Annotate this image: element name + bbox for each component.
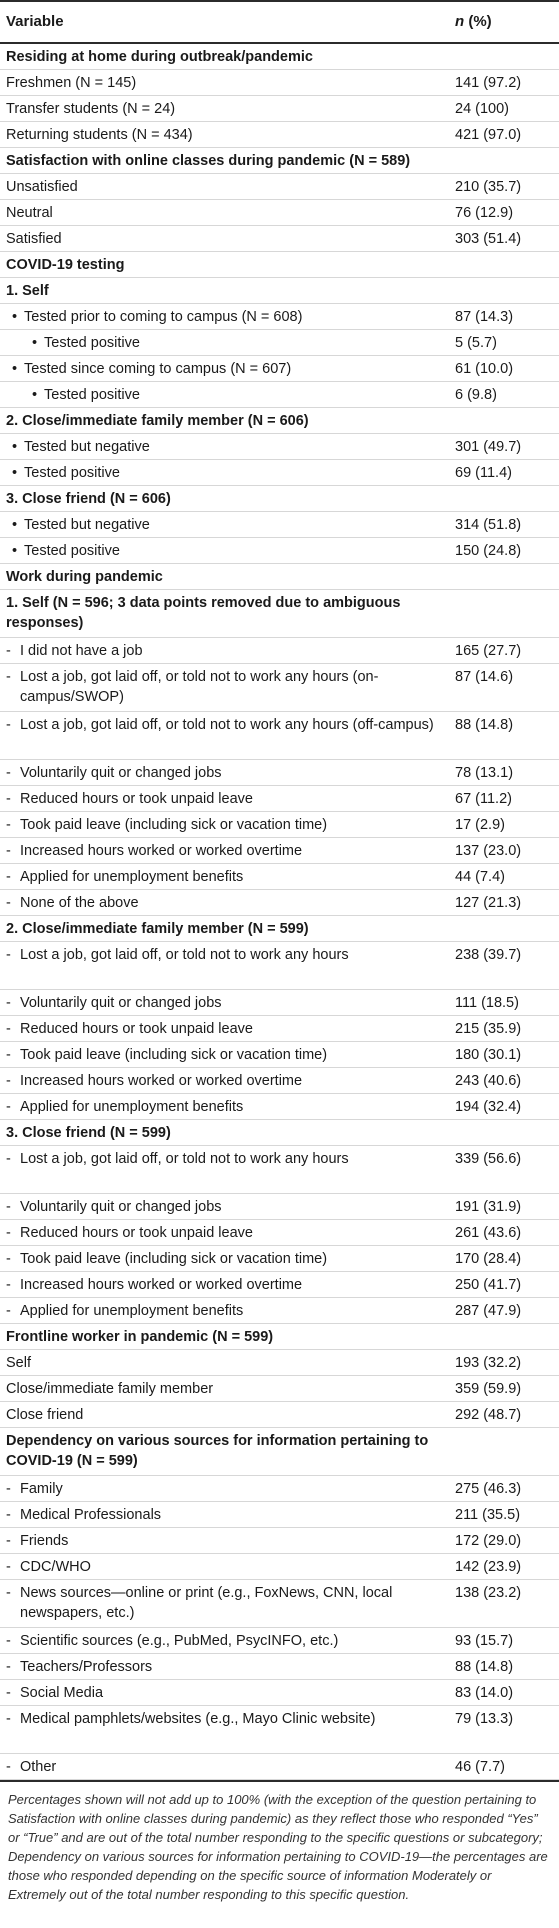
row-label-bulleted: • Tested positive	[6, 333, 451, 353]
row-value: 127 (21.3)	[455, 895, 522, 911]
row-label-dashed	[6, 1097, 451, 1117]
section-heading: Frontline worker in pandemic (N = 599)	[6, 1329, 274, 1345]
row-label-bulleted: • Tested positive	[6, 541, 451, 561]
row-label-dashed	[6, 1557, 451, 1577]
row-label-text: Lost a job, got laid off, or told not to work any hours (on-campus/SWOP)	[20, 669, 379, 705]
row-value: 165 (27.7)	[455, 643, 522, 659]
table-row	[0, 1272, 559, 1298]
row-value: 339 (56.6)	[455, 1151, 522, 1167]
dash-marker: -	[6, 995, 11, 1011]
row-label: Self	[6, 1355, 31, 1371]
row-label-dashed	[6, 1631, 451, 1651]
row-value: 111 (18.5)	[455, 995, 519, 1011]
row-label-dashed	[6, 841, 451, 861]
table-row	[0, 1324, 559, 1350]
column-header-percent: (%)	[468, 13, 492, 30]
table-row	[0, 1220, 559, 1246]
row-label-text: Other	[20, 1759, 57, 1775]
table-row	[0, 460, 559, 486]
row-label-text: Friends	[20, 1533, 69, 1549]
dash-marker: -	[6, 1481, 11, 1497]
row-value: 172 (29.0)	[455, 1533, 522, 1549]
dash-marker: -	[6, 843, 11, 859]
dash-marker: -	[6, 1533, 11, 1549]
table-row	[0, 890, 559, 916]
table-row	[0, 1120, 559, 1146]
table-row	[0, 1502, 559, 1528]
row-value: 303 (51.4)	[455, 231, 522, 247]
table-row	[0, 486, 559, 512]
dash-marker: -	[6, 1251, 11, 1267]
table-row	[0, 1554, 559, 1580]
row-value: 275 (46.3)	[455, 1481, 522, 1497]
table-footnote: Percentages shown will not add up to 100% (with the exception of the question pertaining to Satisfaction with online classes during pandemic) as they reflect those who responded “Yes” or “True” and are out of the total number responding to the specific questions or subcategory; Dependency on various sources for information pertaining to COVID-19—the percentages are those who responded depending on the specific source of information Moderately or Extremely out of the total number responding to this specific question.	[0, 1780, 559, 1904]
table-row	[0, 226, 559, 252]
dash-marker: -	[6, 1021, 11, 1037]
row-value: 69 (11.4)	[455, 465, 512, 481]
table-row	[0, 1476, 559, 1502]
table-row	[0, 864, 559, 890]
row-label-text: Voluntarily quit or changed jobs	[20, 995, 222, 1011]
dash-marker: -	[6, 791, 11, 807]
row-label-dashed	[6, 1149, 451, 1169]
row-label-text: Took paid leave (including sick or vacation time)	[20, 817, 328, 833]
table-row	[0, 1402, 559, 1428]
table-row	[0, 1654, 559, 1680]
row-label: Close friend	[6, 1407, 84, 1423]
row-value: 292 (48.7)	[455, 1407, 522, 1423]
table-row	[0, 712, 559, 760]
table-row	[0, 1246, 559, 1272]
row-label-dashed	[6, 763, 451, 783]
dash-marker: -	[6, 1099, 11, 1115]
row-label-text: Applied for unemployment benefits	[20, 869, 244, 885]
row-label-bulleted: • Tested but negative	[6, 515, 451, 535]
table-row	[0, 1428, 559, 1476]
row-value: 211 (35.5)	[455, 1507, 521, 1523]
dash-marker: -	[6, 947, 11, 963]
dash-marker: -	[6, 1303, 11, 1319]
row-label-dashed	[6, 641, 451, 661]
table-row	[0, 538, 559, 564]
dash-marker: -	[6, 643, 11, 659]
row-label: Unsatisfied	[6, 179, 78, 195]
row-label: Satisfied	[6, 231, 62, 247]
table-row	[0, 664, 559, 712]
row-label-text: Increased hours worked or worked overtime	[20, 843, 303, 859]
section-heading: Work during pandemic	[6, 569, 163, 585]
row-value: 191 (31.9)	[455, 1199, 522, 1215]
row-label-text: I did not have a job	[20, 643, 143, 659]
table-body	[0, 44, 559, 1780]
table-row	[0, 916, 559, 942]
dash-marker: -	[6, 1073, 11, 1089]
row-label-dashed	[6, 715, 451, 735]
row-label-bulleted: • Tested prior to coming to campus (N = 608)	[6, 307, 451, 327]
row-label-dashed	[6, 1275, 451, 1295]
table-row	[0, 1298, 559, 1324]
row-label-dashed	[6, 1505, 451, 1525]
table-row	[0, 838, 559, 864]
row-label-text: Family	[20, 1481, 63, 1497]
dash-marker: -	[6, 895, 11, 911]
row-value: 78 (13.1)	[455, 765, 514, 781]
row-label-dashed	[6, 1249, 451, 1269]
row-label-dashed	[6, 993, 451, 1013]
row-label-text: CDC/WHO	[20, 1559, 91, 1575]
section-heading: 2. Close/immediate family member (N = 599)	[6, 921, 309, 937]
dash-marker: -	[6, 765, 11, 781]
table-row	[0, 1350, 559, 1376]
row-value: 210 (35.7)	[455, 179, 522, 195]
row-value: 67 (11.2)	[455, 791, 512, 807]
row-value: 314 (51.8)	[455, 517, 522, 533]
row-value: 193 (32.2)	[455, 1355, 522, 1371]
row-label-dashed	[6, 867, 451, 887]
table-row	[0, 760, 559, 786]
table-row	[0, 1042, 559, 1068]
row-label-bulleted: • Tested positive	[6, 385, 451, 405]
column-header-n: n	[455, 13, 465, 30]
section-heading: Satisfaction with online classes during pandemic (N = 589)	[6, 153, 411, 169]
dash-marker: -	[6, 1685, 11, 1701]
dash-marker: -	[6, 1585, 11, 1601]
dash-marker: -	[6, 1225, 11, 1241]
row-value: 359 (59.9)	[455, 1381, 522, 1397]
table-row	[0, 278, 559, 304]
dash-marker: -	[6, 1151, 11, 1167]
column-header-variable: Variable	[6, 13, 64, 30]
row-label-dashed	[6, 1019, 451, 1039]
dash-marker: -	[6, 1633, 11, 1649]
row-value: 88 (14.8)	[455, 1659, 514, 1675]
table-row	[0, 408, 559, 434]
table-row	[0, 356, 559, 382]
row-label-text: Applied for unemployment benefits	[20, 1099, 244, 1115]
row-label-dashed	[6, 1197, 451, 1217]
table-row	[0, 512, 559, 538]
row-value: 142 (23.9)	[455, 1559, 522, 1575]
row-value: 138 (23.2)	[455, 1585, 522, 1601]
row-value: 46 (7.7)	[455, 1759, 505, 1775]
dash-marker: -	[6, 1711, 11, 1727]
section-heading: 1. Self	[6, 283, 49, 299]
row-label-dashed	[6, 1683, 451, 1703]
table-row	[0, 1528, 559, 1554]
row-label-text: Medical pamphlets/websites (e.g., Mayo Clinic website)	[20, 1711, 376, 1727]
table-row	[0, 1194, 559, 1220]
row-value: 261 (43.6)	[455, 1225, 522, 1241]
table-row	[0, 122, 559, 148]
row-value: 88 (14.8)	[455, 717, 514, 733]
row-value: 243 (40.6)	[455, 1073, 522, 1089]
section-heading: 2. Close/immediate family member (N = 606)	[6, 413, 309, 429]
table-row	[0, 1706, 559, 1754]
row-value: 83 (14.0)	[455, 1685, 514, 1701]
row-value: 170 (28.4)	[455, 1251, 522, 1267]
row-label-dashed	[6, 789, 451, 809]
table-row	[0, 70, 559, 96]
row-label-text: Took paid leave (including sick or vacation time)	[20, 1251, 328, 1267]
row-label-bulleted: • Tested positive	[6, 463, 451, 483]
table-row	[0, 304, 559, 330]
row-value: 180 (30.1)	[455, 1047, 522, 1063]
table-row	[0, 382, 559, 408]
row-label-text: Lost a job, got laid off, or told not to work any hours	[20, 1151, 349, 1167]
row-value: 87 (14.6)	[455, 669, 514, 685]
row-value: 93 (15.7)	[455, 1633, 514, 1649]
row-label-text: Voluntarily quit or changed jobs	[20, 1199, 222, 1215]
dash-marker: -	[6, 1659, 11, 1675]
row-label-dashed	[6, 1583, 451, 1623]
dash-marker: -	[6, 1199, 11, 1215]
row-value: 238 (39.7)	[455, 947, 522, 963]
row-value: 44 (7.4)	[455, 869, 505, 885]
dash-marker: -	[6, 1759, 11, 1775]
row-label-dashed	[6, 1757, 451, 1777]
table-row	[0, 1580, 559, 1628]
dash-marker: -	[6, 669, 11, 685]
table-row	[0, 564, 559, 590]
row-label-dashed	[6, 1071, 451, 1091]
table-row	[0, 990, 559, 1016]
row-value: 5 (5.7)	[455, 335, 497, 351]
row-value: 301 (49.7)	[455, 439, 522, 455]
table-row	[0, 1016, 559, 1042]
table-row	[0, 1376, 559, 1402]
table-row	[0, 590, 559, 638]
row-label-dashed	[6, 1709, 451, 1729]
dash-marker: -	[6, 1559, 11, 1575]
table-row	[0, 1094, 559, 1120]
dash-marker: -	[6, 1507, 11, 1523]
dash-marker: -	[6, 1047, 11, 1063]
section-heading: 1. Self (N = 596; 3 data points removed due to ambiguous responses)	[6, 595, 401, 631]
row-label-text: Reduced hours or took unpaid leave	[20, 791, 253, 807]
table-row	[0, 786, 559, 812]
row-value: 24 (100)	[455, 101, 510, 117]
row-label-text: Medical Professionals	[20, 1507, 162, 1523]
row-label-text: Took paid leave (including sick or vacation time)	[20, 1047, 328, 1063]
row-label-dashed	[6, 1223, 451, 1243]
table-row	[0, 942, 559, 990]
row-value: 61 (10.0)	[455, 361, 514, 377]
row-value: 150 (24.8)	[455, 543, 522, 559]
row-label-text: Lost a job, got laid off, or told not to work any hours	[20, 947, 349, 963]
table-row	[0, 1628, 559, 1654]
row-value: 76 (12.9)	[455, 205, 514, 221]
row-label-bulleted: • Tested since coming to campus (N = 607)	[6, 359, 451, 379]
row-label: Transfer students (N = 24)	[6, 101, 176, 117]
row-value: 287 (47.9)	[455, 1303, 522, 1319]
row-label-text: Voluntarily quit or changed jobs	[20, 765, 222, 781]
row-label-dashed	[6, 815, 451, 835]
row-value: 137 (23.0)	[455, 843, 522, 859]
row-label-text: Reduced hours or took unpaid leave	[20, 1021, 253, 1037]
row-label-text: Increased hours worked or worked overtime	[20, 1073, 303, 1089]
column-header-n-percent	[451, 12, 553, 32]
row-value: 194 (32.4)	[455, 1099, 522, 1115]
dash-marker: -	[6, 817, 11, 833]
section-heading: Residing at home during outbreak/pandemic	[6, 49, 313, 65]
row-label-bulleted: • Tested but negative	[6, 437, 451, 457]
table-row	[0, 1146, 559, 1194]
row-value: 79 (13.3)	[455, 1711, 514, 1727]
row-label-text: Scientific sources (e.g., PubMed, PsycINFO, etc.)	[20, 1633, 339, 1649]
row-label-text: None of the above	[20, 895, 139, 911]
row-label: Returning students (N = 434)	[6, 127, 193, 143]
table-row	[0, 1754, 559, 1780]
row-label-text: News sources—online or print (e.g., FoxNews, CNN, local newspapers, etc.)	[20, 1585, 393, 1621]
table-row	[0, 638, 559, 664]
row-value: 6 (9.8)	[455, 387, 497, 403]
row-label: Freshmen (N = 145)	[6, 75, 137, 91]
table-row	[0, 434, 559, 460]
table-row	[0, 44, 559, 70]
row-label-dashed	[6, 893, 451, 913]
row-label-text: Social Media	[20, 1685, 104, 1701]
row-label-dashed	[6, 945, 451, 965]
dash-marker: -	[6, 717, 11, 733]
row-label-text: Teachers/Professors	[20, 1659, 153, 1675]
table-row	[0, 174, 559, 200]
section-heading: COVID-19 testing	[6, 257, 125, 273]
row-value: 250 (41.7)	[455, 1277, 522, 1293]
table-header	[0, 0, 559, 44]
table-row	[0, 148, 559, 174]
row-value: 87 (14.3)	[455, 309, 514, 325]
row-value: 421 (97.0)	[455, 127, 522, 143]
row-label-dashed	[6, 1479, 451, 1499]
row-label-dashed	[6, 1531, 451, 1551]
row-label-text: Applied for unemployment benefits	[20, 1303, 244, 1319]
table-row	[0, 1680, 559, 1706]
table-row	[0, 96, 559, 122]
row-label-text: Lost a job, got laid off, or told not to work any hours (off-campus)	[20, 717, 434, 733]
row-value: 215 (35.9)	[455, 1021, 522, 1037]
row-label: Close/immediate family member	[6, 1381, 214, 1397]
row-label-text: Reduced hours or took unpaid leave	[20, 1225, 253, 1241]
table-row	[0, 252, 559, 278]
row-label-dashed	[6, 667, 451, 707]
section-heading: 3. Close friend (N = 599)	[6, 1125, 171, 1141]
row-label-dashed	[6, 1045, 451, 1065]
table-row	[0, 200, 559, 226]
row-label-dashed	[6, 1657, 451, 1677]
table-row	[0, 812, 559, 838]
section-heading: 3. Close friend (N = 606)	[6, 491, 171, 507]
row-label-dashed	[6, 1301, 451, 1321]
table-row	[0, 1068, 559, 1094]
row-value: 17 (2.9)	[455, 817, 505, 833]
dash-marker: -	[6, 869, 11, 885]
row-label: Neutral	[6, 205, 53, 221]
section-heading: Dependency on various sources for information pertaining to COVID-19 (N = 599)	[6, 1433, 429, 1469]
row-label-text: Increased hours worked or worked overtime	[20, 1277, 303, 1293]
dash-marker: -	[6, 1277, 11, 1293]
table-row	[0, 330, 559, 356]
row-value: 141 (97.2)	[455, 75, 522, 91]
